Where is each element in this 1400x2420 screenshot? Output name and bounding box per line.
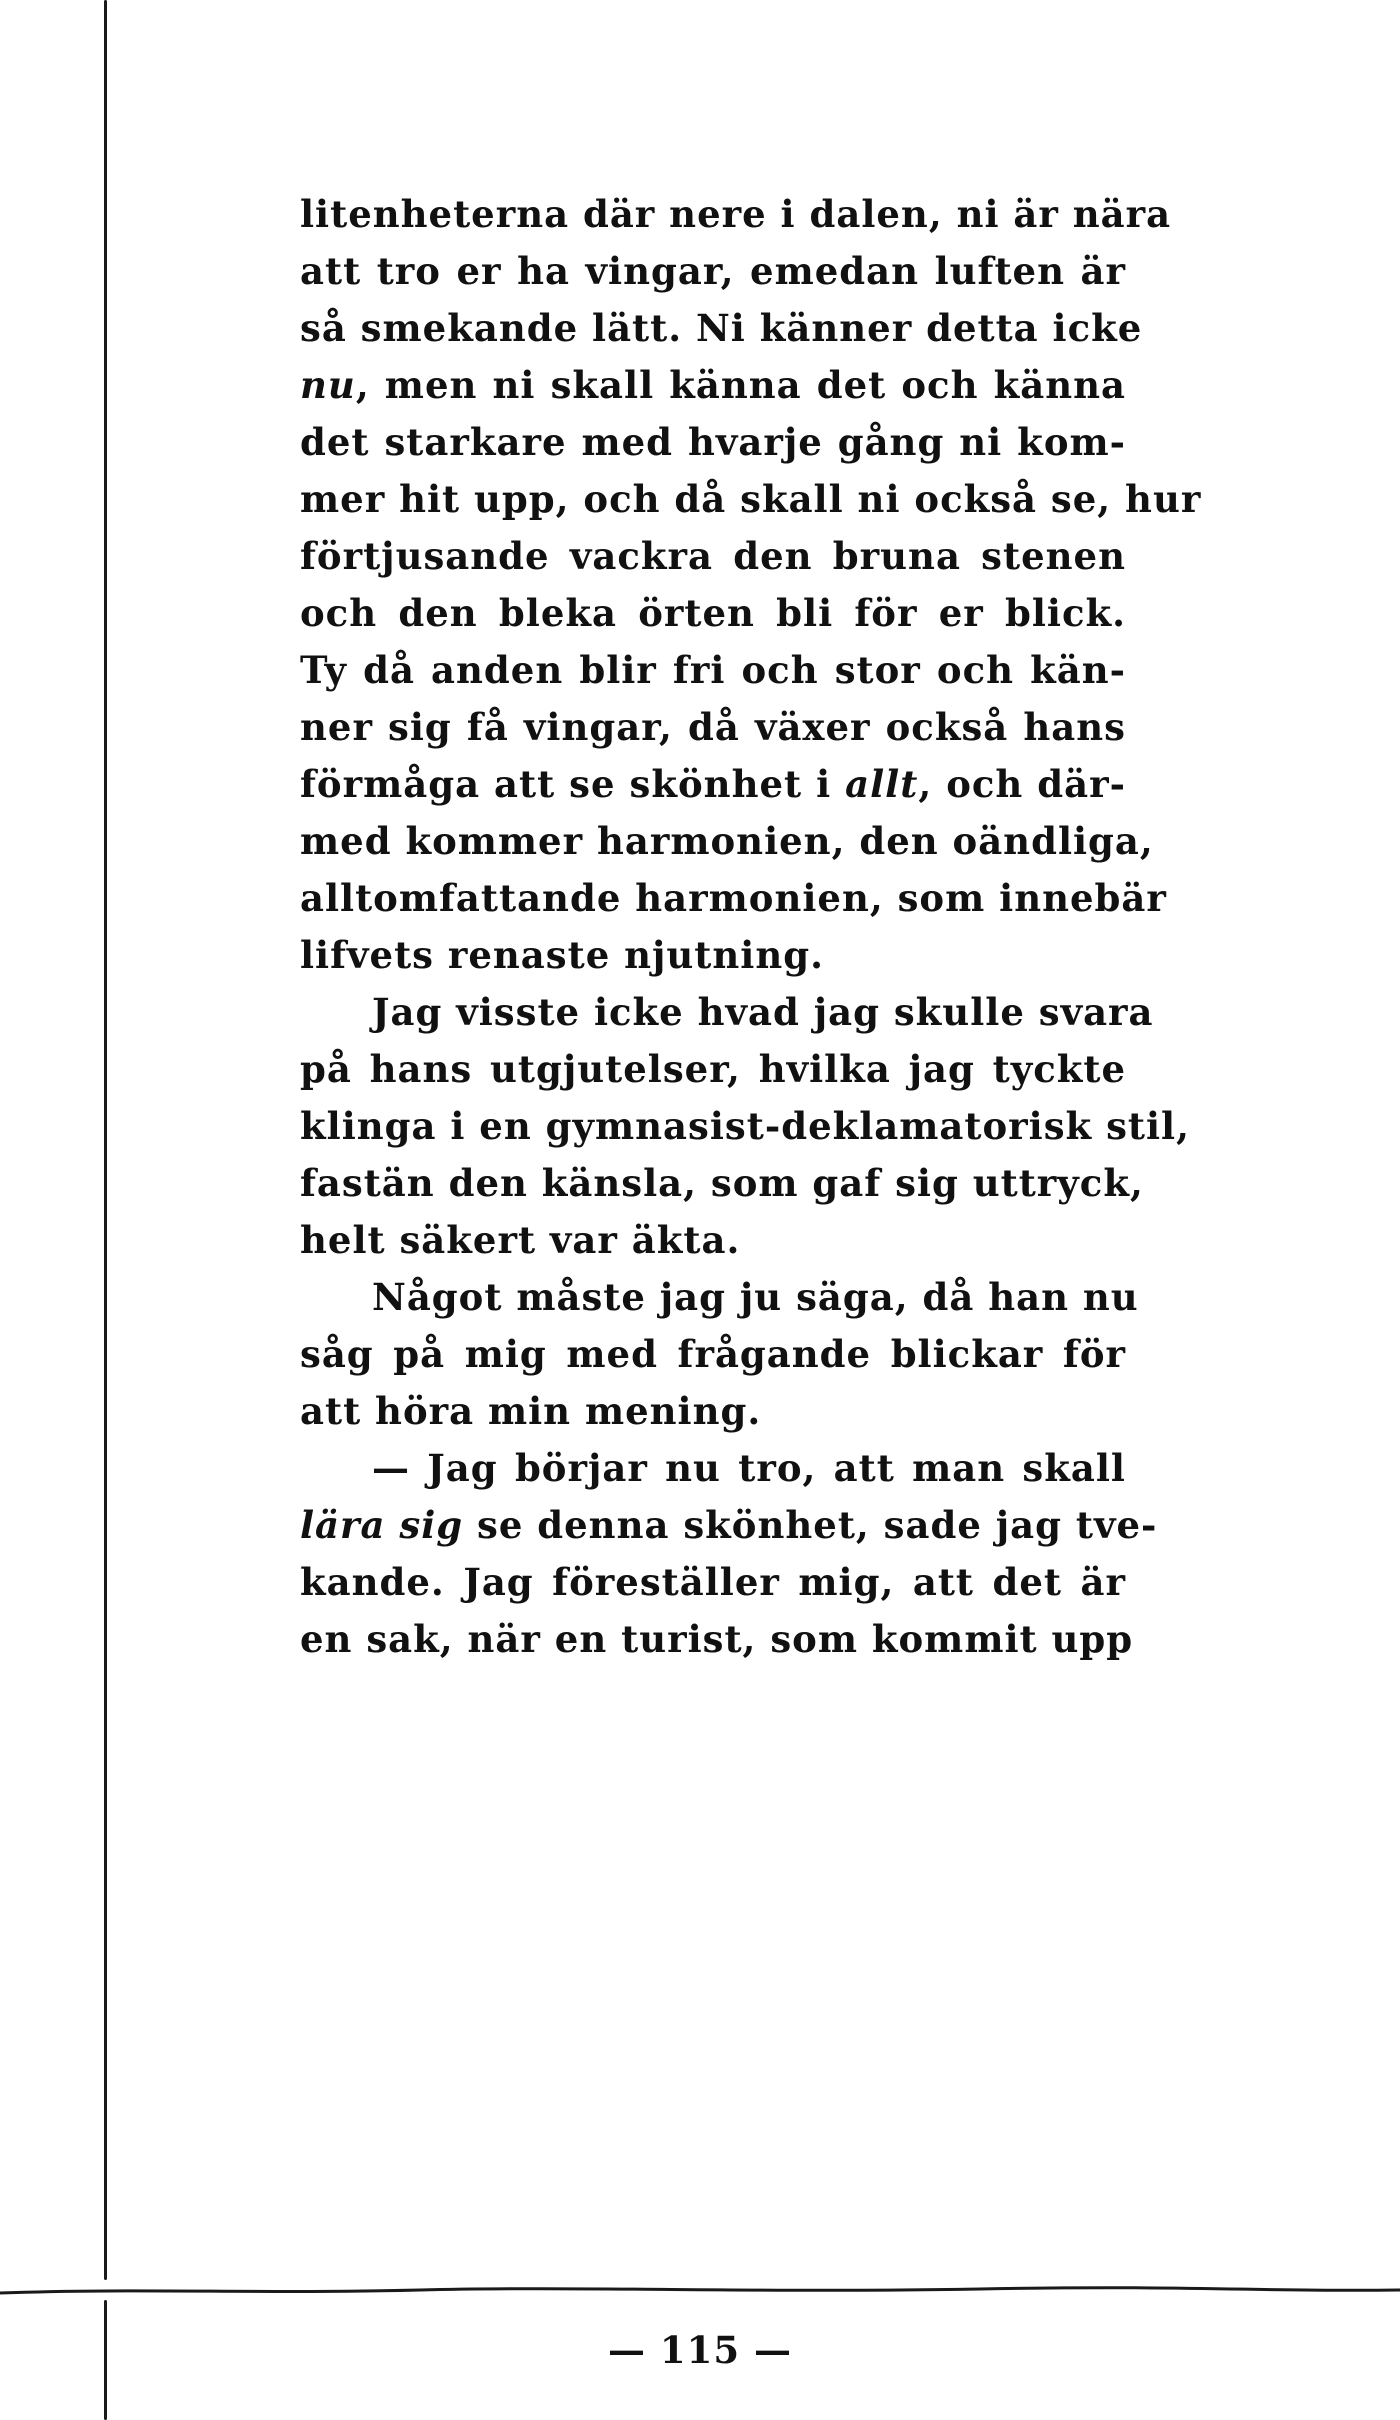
text-line: [300, 756, 1126, 813]
text-line: helt säkert var äkta.: [300, 1218, 741, 1262]
text-line: mer hit upp, och då skall ni också se, hur: [300, 477, 1202, 521]
text-span: , men ni skall känna det och känna: [355, 363, 1126, 407]
text-line: en sak, när en turist, som kommit upp: [300, 1617, 1134, 1661]
text-line: förtjusande vackra den bruna stenen: [300, 534, 1126, 578]
text-line: det starkare med hvarje gång ni kom-: [300, 420, 1126, 464]
text-line: alltomfattande harmonien, som innebär: [300, 876, 1167, 920]
page-body: [300, 186, 1202, 1668]
text-line: på hans utgjutelser, hvilka jag tyckte: [300, 1047, 1126, 1091]
text-line: så smekande lätt. Ni känner detta icke: [300, 306, 1143, 350]
text-line: kande. Jag föreställer mig, att det är: [300, 1560, 1126, 1604]
text-line: Något måste jag ju säga, då han nu: [372, 1275, 1139, 1319]
text-line: litenheterna där nere i dalen, ni är nära: [300, 192, 1172, 236]
italic-emphasis: allt: [845, 762, 919, 806]
text-line: Jag visste icke hvad jag skulle svara: [372, 990, 1154, 1034]
page-number: — 115 —: [608, 2328, 792, 2372]
text-line: [300, 357, 1126, 414]
text-line: och den bleka örten bli för er blick.: [300, 591, 1126, 635]
text-span: förmåga att se skönhet i: [300, 762, 846, 806]
text-span: se denna skönhet, sade jag tve-: [463, 1503, 1158, 1547]
footer-rule: [0, 2284, 1400, 2298]
text-line: Ty då anden blir fri och stor och kän-: [300, 648, 1126, 692]
text-line: med kommer harmonien, den oändliga,: [300, 819, 1154, 863]
italic-emphasis: lära sig: [300, 1503, 464, 1547]
text-line: såg på mig med frågande blickar för: [300, 1332, 1126, 1376]
text-line: klinga i en gymnasist-deklamatorisk stil,: [300, 1104, 1190, 1148]
text-line: — Jag börjar nu tro, att man skall: [372, 1446, 1126, 1490]
text-line: lifvets renaste njutning.: [300, 933, 825, 977]
text-line: att höra min mening.: [300, 1389, 762, 1433]
text-line: fastän den känsla, som gaf sig uttryck,: [300, 1161, 1144, 1205]
text-line: att tro er ha vingar, emedan luften är: [300, 249, 1126, 293]
gutter-line: [104, 0, 107, 2280]
text-line: ner sig få vingar, då växer också hans: [300, 705, 1126, 749]
text-line: [300, 1497, 1158, 1554]
italic-emphasis: nu: [300, 363, 356, 407]
text-span: , och där-: [918, 762, 1126, 806]
